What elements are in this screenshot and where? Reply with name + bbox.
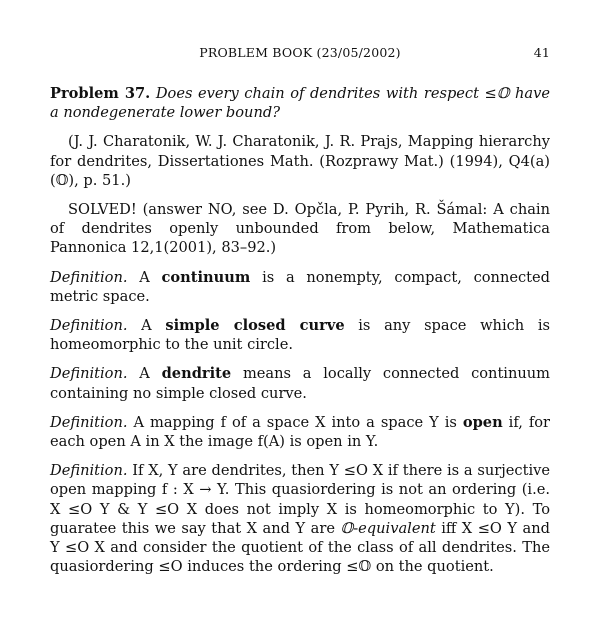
- definition-quasiordering: [50, 461, 550, 576]
- problem-label: Problem 37.: [50, 85, 151, 102]
- definition-label: Definition.: [50, 365, 128, 383]
- problem-question: Does every chain of dendrites with respect ≤𝕆 have a nondegenerate lower bound?: [50, 85, 550, 122]
- page-header: [50, 45, 550, 63]
- definition-term: open: [462, 413, 503, 431]
- definition-simple-closed-curve: [50, 316, 550, 354]
- running-title: PROBLEM BOOK (23/05/2002): [199, 45, 401, 60]
- definition-text: If X, Y are dendrites, then Y ≤O X if there is a surjective open mapping f : X → Y. This quasiordering is not an ordering (i.e. X ≤O Y & Y ≤O X does not imply X is homeomorphic to Y). To guaratee this we say that X and Y are: [50, 462, 551, 537]
- definition-text-end: iff X ≤O Y and Y ≤O X and consider the quotient of the class of all dendrites. The quasiordering ≤O induces the ordering ≤𝕆 on the quotient.: [50, 519, 550, 576]
- definition-label: Definition.: [50, 268, 128, 286]
- definition-pre: A: [139, 268, 162, 286]
- definition-term: dendrite: [161, 365, 232, 383]
- definition-continuum: [50, 268, 550, 306]
- definition-dendrite: [50, 364, 550, 402]
- reference-paragraph: (J. J. Charatonik, W. J. Charatonik, J. R. Prajs, Mapping hierarchy for dendrites, Dissertationes Math. (Rozprawy Mat.) (1994), Q4(a)(𝕆), p. 51.): [50, 133, 550, 189]
- page-number: 41: [533, 45, 550, 60]
- page-body: [50, 84, 550, 586]
- definition-pre: A mapping f of a space X into a space Y is: [133, 413, 463, 431]
- definition-emphasis: 𝕆-equivalent: [340, 519, 436, 537]
- definition-post: is any space which is homeomorphic to the unit circle.: [50, 317, 551, 354]
- problem-statement: [50, 84, 550, 122]
- solved-paragraph: SOLVED! (answer NO, see D. Opčla, P. Pyrih, R. Šámal: A chain of dendrites openly unbounded from below, Mathematica Pannonica 12,1(2001), 83–92.): [50, 201, 550, 257]
- definition-post: is a nonempty, compact, connected metric space.: [50, 268, 550, 305]
- definition-label: Definition.: [50, 462, 128, 480]
- definition-post: if, for each open A in X the image f(A) is open in Y.: [50, 413, 550, 451]
- definition-term: simple closed curve: [165, 317, 345, 335]
- definition-term: continuum: [161, 268, 251, 286]
- definition-label: Definition.: [50, 317, 128, 335]
- definition-open-mapping: [50, 413, 550, 451]
- definition-label: Definition.: [50, 413, 128, 431]
- definition-pre: A: [141, 317, 166, 335]
- definition-pre: A: [139, 365, 162, 383]
- definition-post: means a locally connected continuum containing no simple closed curve.: [50, 365, 551, 402]
